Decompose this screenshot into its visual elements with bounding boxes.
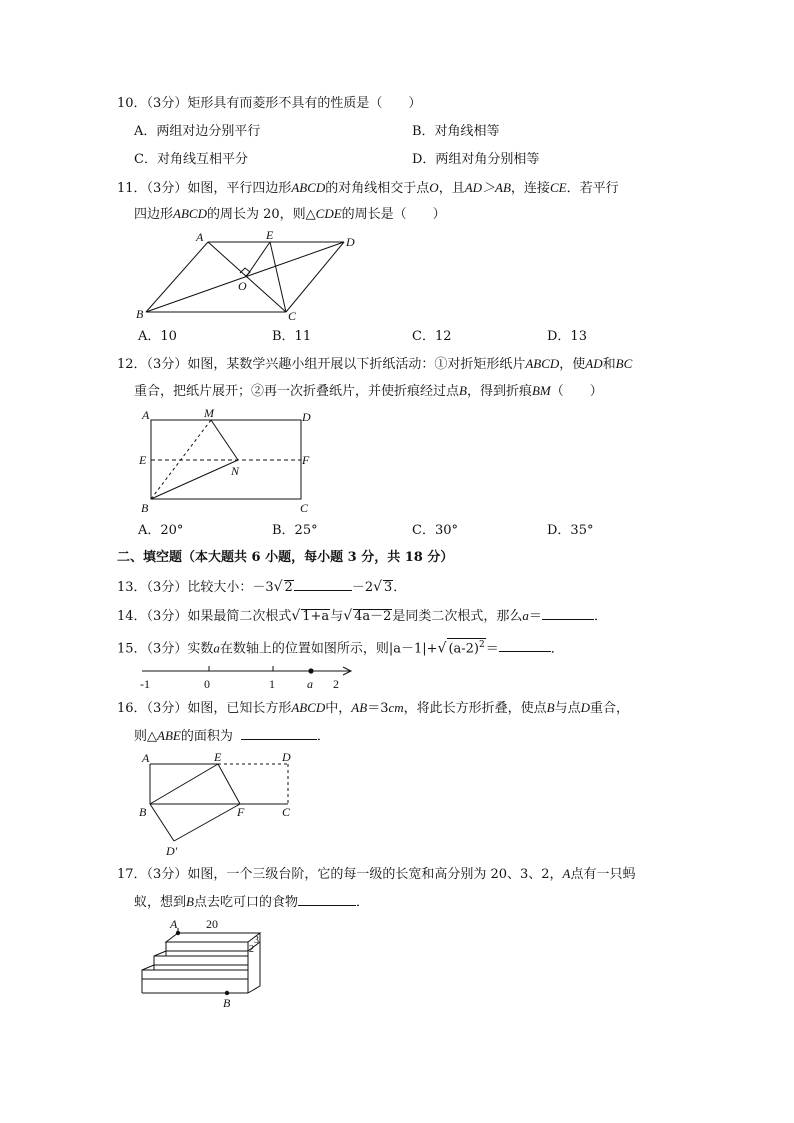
q15-tick-0: 0 xyxy=(204,677,210,691)
q15-point-a xyxy=(308,668,313,673)
q11-label-a: A xyxy=(196,230,204,244)
q12-rectangle-figure xyxy=(134,404,324,516)
q12-stem-line1: 12．（3分）如图，某数学兴趣小组开展以下折纸活动：①对折矩形纸片ABCD，使AD和BC xyxy=(117,356,633,372)
q14-answer-blank[interactable] xyxy=(542,607,594,620)
q15-tick-1: 1 xyxy=(269,677,275,691)
q11-parallelogram-figure xyxy=(132,228,364,324)
q16-label-b: B xyxy=(139,805,147,819)
q11-stem-line1: 11．（3分）如图，平行四边形ABCD的对角线相交于点O，且AD＞AB，连接CE．若平行 xyxy=(117,180,619,196)
q16-answer-blank[interactable] xyxy=(241,727,317,740)
q12-label-f: F xyxy=(302,453,310,467)
q16-folded-rectangle-figure xyxy=(134,748,310,860)
q12-label-n: N xyxy=(231,464,240,478)
q16-label-c: C xyxy=(282,805,291,819)
q17-point-a xyxy=(176,931,180,935)
q12-option-c: C．30° xyxy=(412,523,458,538)
q16-label-d-prime: D′ xyxy=(166,844,178,858)
radical-sign: √ xyxy=(373,579,383,595)
q16-label-f: F xyxy=(237,805,245,819)
q17-label-height: 2 xyxy=(249,944,254,955)
q12-label-m: M xyxy=(204,406,214,420)
q11-label-b: B xyxy=(136,307,144,321)
q16-label-a: A xyxy=(142,751,150,765)
q11-stem-line2: 四边形ABCD的周长为 20，则△CDE的周长是（ ） xyxy=(134,206,446,222)
q17-stem-line2: 蚁，想到B点去吃可口的食物 ． xyxy=(134,894,369,910)
q10-option-b: B．对角线相等 xyxy=(412,124,500,139)
q12-label-b: B xyxy=(141,501,149,515)
q11-label-c: C xyxy=(288,309,297,323)
radical-sign: √ xyxy=(437,640,447,657)
q10-option-c: C．对角线互相平分 xyxy=(134,152,248,167)
q15-tick-a: a xyxy=(307,677,313,691)
q10-option-d: D．两组对角分别相等 xyxy=(412,152,540,167)
radical-sign: √ xyxy=(291,608,301,624)
q12-option-a: A．20° xyxy=(138,523,184,538)
q15-answer-blank[interactable] xyxy=(499,639,551,652)
q12-label-c: C xyxy=(300,501,309,515)
q17-label-width: 3 xyxy=(254,935,259,946)
q12-option-b: B．25° xyxy=(272,523,318,538)
q15-number-line xyxy=(136,662,360,692)
q16-stem-line2: 则△ABE的面积为 ． xyxy=(134,728,330,744)
q17-label-a: A xyxy=(170,917,178,931)
q14-stem: 14．（3分）如果最简二次根式√ 1+a与√ 4a－2是同类二次根式，那么a＝ ． xyxy=(117,608,607,624)
q17-stem-line1: 17．（3分）如图，一个三级台阶，它的每一级的长宽和高分别为 20、3、2，A点有一只蚂 xyxy=(117,866,636,882)
q11-option-c: C．12 xyxy=(412,329,452,344)
q16-stem-line1: 16．（3分）如图，已知长方形ABCD中，AB＝3cm，将此长方形折叠，使点B与点D重合， xyxy=(117,700,630,716)
q16-label-d: D xyxy=(282,750,291,764)
q12-stem-line2: 重合，把纸片展开；②再一次折叠纸片，并使折痕经过点B，得到折痕BM（ ） xyxy=(134,383,603,399)
q11-label-d: D xyxy=(346,235,355,249)
q15-stem: 15．（3分）实数a在数轴上的位置如图所示，则|a－1|+√ $(a-2)^2=$ ． xyxy=(117,640,564,657)
q15-tick-2: 2 xyxy=(333,677,339,691)
q17-staircase-figure xyxy=(136,914,276,1012)
q10-option-a: A．两组对边分别平行 xyxy=(134,124,261,139)
q13-answer-blank[interactable] xyxy=(294,578,352,591)
q16-label-e: E xyxy=(214,750,222,764)
q12-label-d: D xyxy=(302,410,311,424)
q17-answer-blank[interactable] xyxy=(298,893,356,906)
q11-option-b: B．11 xyxy=(272,329,312,344)
radical-sign: √ xyxy=(273,579,283,595)
q11-label-e: E xyxy=(266,228,274,242)
q11-label-o: O xyxy=(238,279,247,293)
q12-label-a: A xyxy=(142,408,150,422)
q12-option-d: D．35° xyxy=(547,523,594,538)
q17-label-b: B xyxy=(223,996,231,1010)
q17-label-length: 20 xyxy=(206,917,218,931)
section-2-title: 二、填空题（本大题共 6 小题，每小题 3 分，共 18 分） xyxy=(117,550,454,565)
q10-stem: 10．（3分）矩形具有而菱形不具有的性质是（ ） xyxy=(117,96,422,111)
q11-option-d: D．13 xyxy=(547,329,587,344)
radical-sign: √ xyxy=(343,608,353,624)
q15-tick-neg1: -1 xyxy=(140,677,150,691)
q12-label-e: E xyxy=(139,453,147,467)
q17-point-b xyxy=(225,991,229,995)
q13-stem: 13．（3分）比较大小：－3√ 2 －2√ 3． xyxy=(117,579,407,595)
q11-option-a: A．10 xyxy=(138,329,177,344)
